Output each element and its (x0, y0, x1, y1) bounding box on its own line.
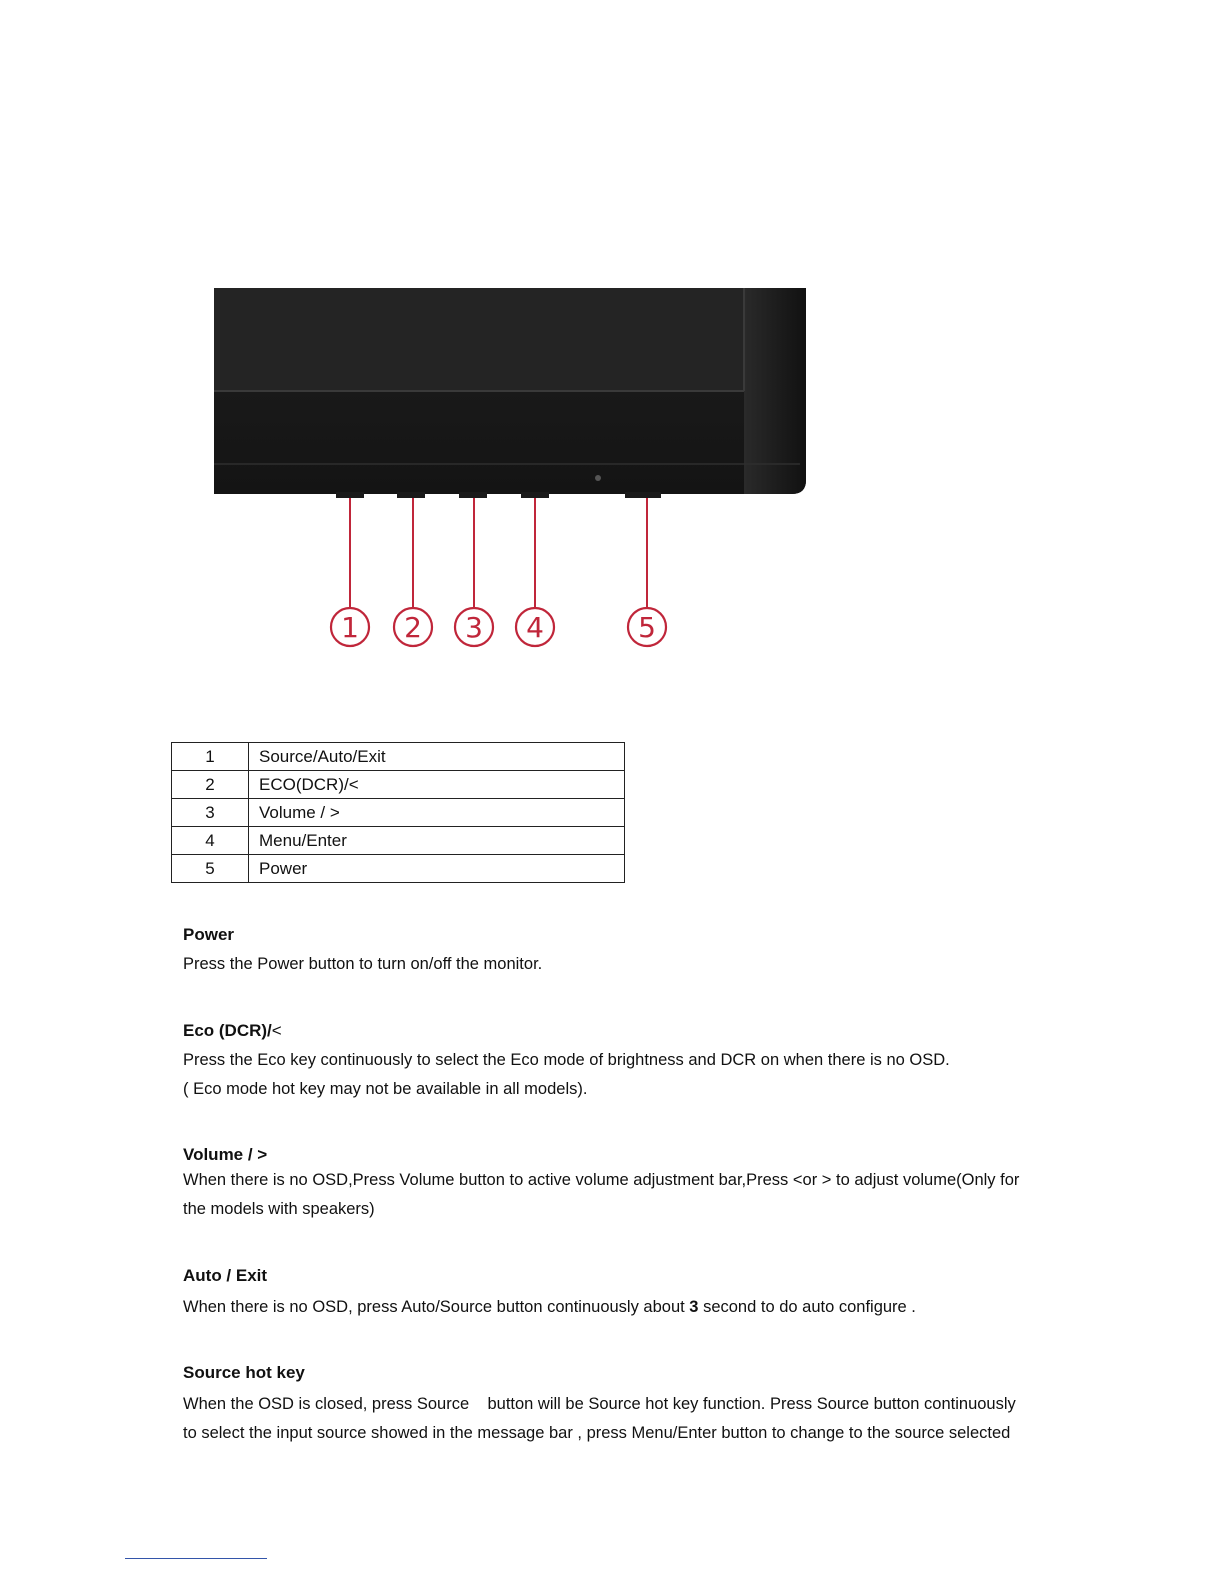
volume-section (183, 1144, 1063, 1224)
callout-label-2: 2 (404, 611, 422, 644)
monitor-buttons-figure (200, 280, 820, 660)
power-section (183, 924, 1063, 979)
eco-note-line: ( Eco mode hot key may not be available in all models). (183, 1080, 588, 1098)
volume-heading: Volume / > (183, 1145, 268, 1164)
auto-exit-heading: Auto / Exit (183, 1266, 268, 1285)
button-function: Power (249, 855, 625, 883)
eco-description-line: Press the Eco key continuously to select the Eco mode of brightness and DCR on when there is no OSD. (183, 1051, 950, 1069)
source-section (183, 1362, 1063, 1448)
auto-exit-section (183, 1265, 1063, 1322)
callout-lines (350, 498, 647, 608)
volume-description-line: the models with speakers) (183, 1200, 375, 1218)
button-number: 3 (172, 799, 249, 827)
source-description-line: to select the input source showed in the message bar , press Menu/Enter button to change to the source selected (183, 1424, 1011, 1442)
callout-label-5: 5 (638, 611, 656, 644)
table-row (172, 827, 625, 855)
button-function: ECO(DCR)/< (249, 771, 625, 799)
table-row (172, 799, 625, 827)
button-number: 5 (172, 855, 249, 883)
table-row (172, 743, 625, 771)
table-row (172, 771, 625, 799)
eco-heading-text: Eco (DCR)/ (183, 1021, 272, 1040)
table-row (172, 855, 625, 883)
eco-heading (183, 1020, 1063, 1042)
auto-exit-text: When there is no OSD, press Auto/Source button continuously about (183, 1298, 690, 1316)
button-function: Source/Auto/Exit (249, 743, 625, 771)
auto-exit-text: second to do auto configure . (698, 1298, 916, 1316)
auto-exit-seconds: 3 (689, 1298, 699, 1316)
eco-section (183, 1020, 1063, 1104)
callout-label-3: 3 (465, 611, 483, 644)
monitor-bezel (214, 288, 806, 494)
callout-label-1: 1 (341, 611, 359, 644)
source-description-line: When the OSD is closed, press Source button will be Source hot key function. Press Source button continuously (183, 1395, 1016, 1413)
source-heading: Source hot key (183, 1363, 305, 1382)
button-number: 4 (172, 827, 249, 855)
button-function-table (171, 742, 625, 883)
button-function: Menu/Enter (249, 827, 625, 855)
power-heading: Power (183, 925, 235, 944)
power-description: Press the Power button to turn on/off the monitor. (183, 955, 543, 973)
button-number: 2 (172, 771, 249, 799)
auto-exit-description (183, 1293, 1063, 1322)
button-number: 1 (172, 743, 249, 771)
button-function: Volume / > (249, 799, 625, 827)
callout-label-4: 4 (526, 611, 544, 644)
volume-description-line: When there is no OSD,Press Volume button to active volume adjustment bar,Press <or > to adjust volume(Only for (183, 1171, 1020, 1189)
footer-rule (125, 1558, 267, 1559)
left-arrow-symbol: < (271, 1021, 282, 1040)
